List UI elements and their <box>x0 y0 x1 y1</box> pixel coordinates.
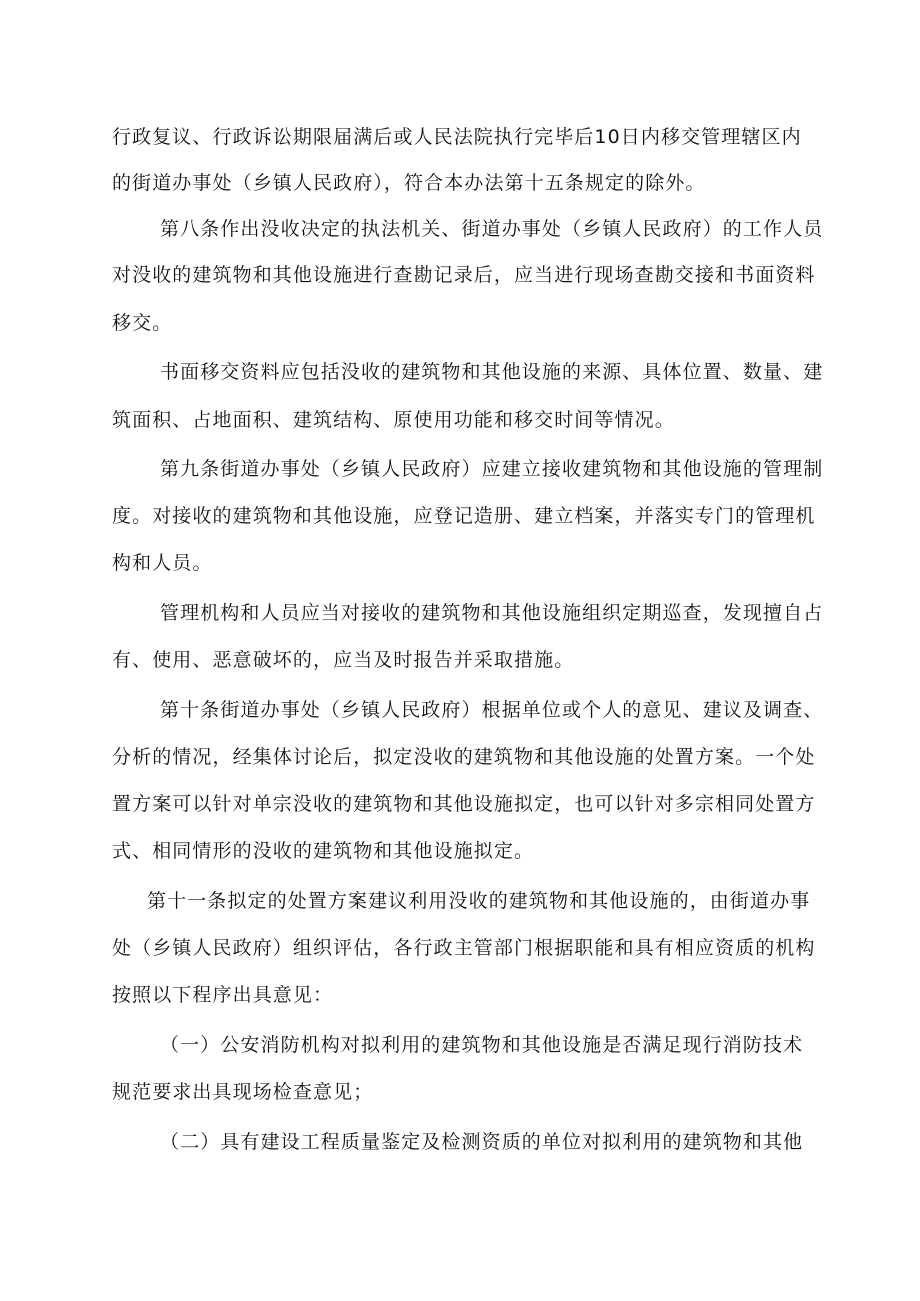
text-line: 有、使用、恶意破坏的，应当及时报告并采取措施。 <box>112 649 575 671</box>
text-line: 第八条作出没收决定的执法机关、街道办事处（乡镇人民政府）的工作人员 <box>160 218 824 240</box>
text-line: 规范要求出具现场检查意见； <box>112 1081 374 1103</box>
text-line: 行政复议、行政诉讼期限届满后或人民法院执行完毕后10日内移交管理辖区内 <box>112 126 802 148</box>
text-line: 构和人员。 <box>112 552 213 574</box>
text-line: （二）具有建设工程质量鉴定及检测资质的单位对拟利用的建筑物和其他 <box>160 1131 804 1153</box>
text-line: 第九条街道办事处（乡镇人民政府）应建立接收建筑物和其他设施的管理制 <box>160 458 824 480</box>
text-line: 第十一条拟定的处置方案建议利用没收的建筑物和其他设施的，由街道办事 <box>147 890 811 912</box>
text-line: 度。对接收的建筑物和其他设施，应登记造册、建立档案，并落实专门的管理机 <box>112 505 816 527</box>
text-line: 管理机构和人员应当对接收的建筑物和其他设施组织定期巡查，发现擅自占 <box>160 602 824 624</box>
text-line: （一）公安消防机构对拟利用的建筑物和其他设施是否满足现行消防技术 <box>160 1034 804 1056</box>
text-line: 分析的情况，经集体讨论后，拟定没收的建筑物和其他设施的处置方案。一个处 <box>112 746 816 768</box>
text-line: 按照以下程序出具意见： <box>112 984 334 1006</box>
text-line: 第十条街道办事处（乡镇人民政府）根据单位或个人的意见、建议及调查、 <box>160 699 824 721</box>
text-line: 处（乡镇人民政府）组织评估，各行政主管部门根据职能和具有相应资质的机构 <box>112 937 816 959</box>
text-line: 置方案可以针对单宗没收的建筑物和其他设施拟定，也可以针对多宗相同处置方 <box>112 793 816 815</box>
text-line: 移交。 <box>112 312 173 334</box>
text-line: 筑面积、占地面积、建筑结构、原使用功能和移交时间等情况。 <box>112 409 675 431</box>
text-line: 对没收的建筑物和其他设施进行查勘记录后，应当进行现场查勘交接和书面资料 <box>112 264 816 286</box>
text-line: 的街道办事处（乡镇人民政府），符合本办法第十五条规定的除外。 <box>112 172 706 194</box>
text-line: 式、相同情形的没收的建筑物和其他设施拟定。 <box>112 840 535 862</box>
text-line: 书面移交资料应包括没收的建筑物和其他设施的来源、具体位置、数量、建 <box>160 361 824 383</box>
